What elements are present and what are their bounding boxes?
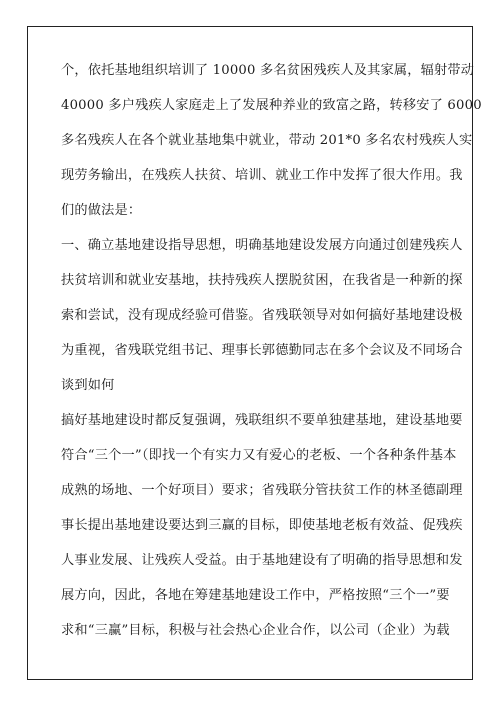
- paragraph-line: 谈到如何: [61, 378, 115, 393]
- paragraph-line: 索和尝试，没有现成经验可借鉴。省残联领导对如何搞好基地建设极: [61, 308, 463, 323]
- paragraph-line: 求和“三赢”目标，积极与社会热心企业合作，以公司（企业）为载: [61, 623, 450, 638]
- paragraph-line: 一、确立基地建设指导思想，明确基地建设发展方向通过创建残疾人: [61, 238, 463, 253]
- paragraph-line: 人事业发展、让残疾人受益。由于基地建设有了明确的指导思想和发: [61, 553, 463, 568]
- paragraph-line: 个，依托基地组织培训了 10000 多名贫困残疾人及其家属，辐射带动: [61, 63, 475, 78]
- paragraph-line: 扶贫培训和就业安基地，扶持残疾人摆脱贫困，在我省是一种新的探: [61, 273, 463, 288]
- paragraph-line: 展方向，因此，各地在筹建基地建设工作中，严格按照“三个一”要: [61, 588, 450, 603]
- paragraph-line: 符合“三个一”（即找一个有实力又有爱心的老板、一个各种条件基本: [61, 448, 457, 463]
- paragraph-line: 搞好基地建设时都反复强调，残联组织不要单独建基地，建设基地要: [61, 413, 463, 428]
- paragraph-line: 40000 多户残疾人家庭走上了发展种养业的致富之路，转移安了 6000: [61, 98, 482, 113]
- paragraph-line: 为重视，省残联党组书记、理事长郭德勤同志在多个会议及不同场合: [61, 343, 463, 358]
- paragraph-line: 成熟的场地、一个好项目）要求；省残联分管扶贫工作的林圣德副理: [61, 483, 463, 498]
- paragraph-line: 事长提出基地建设要达到三赢的目标，即使基地老板有效益、促残疾: [61, 518, 463, 533]
- paragraph-line: 多名残疾人在各个就业基地集中就业，带动 201*0 多名农村残疾人实: [61, 133, 473, 148]
- paragraph-line: 们的做法是：: [61, 203, 142, 218]
- paragraph-line: 现劳务输出，在残疾人扶贫、培训、就业工作中发挥了很大作用。我: [61, 168, 463, 183]
